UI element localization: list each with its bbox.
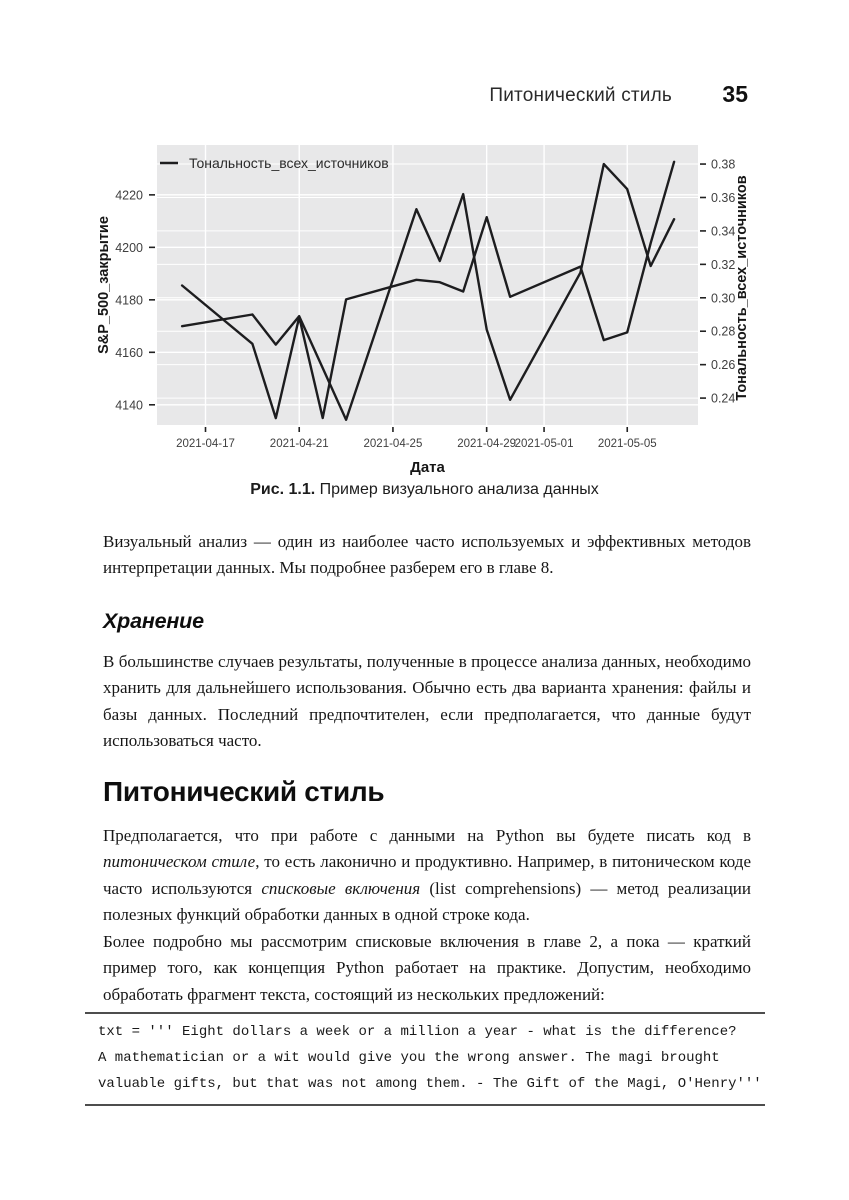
right-axis-label: Тональность_всех_источников bbox=[734, 175, 750, 401]
left-tick-label: 4180 bbox=[115, 293, 143, 308]
italic-text-run: питоническом стиле bbox=[103, 852, 256, 872]
paragraph-storage bbox=[103, 649, 751, 755]
right-tick-label: 0.30 bbox=[711, 291, 736, 306]
left-axis-label: S&P_500_закрытие bbox=[96, 216, 112, 354]
text-run: , то есть лаконично и продуктивно. Например, в питоническом коде часто используются bbox=[103, 852, 751, 898]
section-heading-storage: Хранение bbox=[103, 609, 204, 633]
figure-caption-text: Пример визуального анализа данных bbox=[319, 481, 599, 498]
section-heading-pythonic-style: Питонический стиль bbox=[103, 776, 385, 807]
page-number: 35 bbox=[722, 81, 748, 107]
running-header-title: Питонический стиль bbox=[489, 85, 672, 106]
x-tick-label: 2021-04-29 bbox=[457, 438, 517, 450]
text-run: Предполагается, что при работе с данными на Python вы будете писать код в bbox=[103, 826, 751, 845]
italic-text-run: списковые включения bbox=[261, 878, 421, 898]
right-tick-label: 0.34 bbox=[711, 224, 736, 239]
x-tick-label: 2021-04-21 bbox=[269, 438, 329, 450]
left-tick-label: 4140 bbox=[115, 398, 143, 413]
plot-background bbox=[157, 145, 698, 425]
left-tick-label: 4200 bbox=[115, 240, 143, 255]
right-tick-label: 0.32 bbox=[711, 257, 736, 272]
x-tick-label: 2021-04-17 bbox=[176, 438, 235, 450]
text-run: В большинстве случаев результаты, полученные в процессе анализа данных, необходимо хранить для дальнейшего использования. Обычно есть два варианта хранения: файлы и базы данных. Последний предпочтителен, если предполагается, что данные будут использоваться часто. bbox=[103, 652, 751, 751]
right-tick-label: 0.28 bbox=[711, 324, 736, 339]
figure-caption bbox=[103, 481, 746, 499]
paragraph-pythonic-style bbox=[103, 823, 751, 929]
paragraph-list-comprehensions bbox=[103, 929, 751, 1008]
right-tick-label: 0.38 bbox=[711, 157, 736, 172]
left-tick-label: 4160 bbox=[115, 345, 143, 360]
paragraph-visual-analysis bbox=[103, 529, 751, 582]
text-run: Визуальный анализ — один из наиболее часто используемых и эффективных методов интерпретации данных. Мы подробнее разберем его в главе 8. bbox=[103, 532, 751, 578]
code-line: valuable gifts, but that was not among them. - The Gift of the Magi, O'Henry''' bbox=[98, 1076, 762, 1092]
code-line: A mathematician or a wit would give you the wrong answer. The magi brought bbox=[98, 1050, 720, 1066]
text-run: Более подробно мы рассмотрим списковые включения в главе 2, а пока — краткий пример того, как концепция Python работает на практике. Допустим, необходимо обработать фрагмент текста, состоящий из нескольких предложений: bbox=[103, 932, 751, 1004]
figure-caption-label: Рис. 1.1. bbox=[250, 481, 316, 498]
x-tick-label: 2021-05-05 bbox=[597, 438, 657, 450]
x-tick-label: 2021-05-01 bbox=[514, 438, 574, 450]
right-tick-label: 0.24 bbox=[711, 391, 736, 406]
right-tick-label: 0.26 bbox=[711, 358, 736, 373]
left-tick-label: 4220 bbox=[115, 188, 143, 203]
code-block bbox=[85, 1012, 765, 1106]
dual-axis-line-chart bbox=[85, 140, 765, 485]
x-tick-label: 2021-04-25 bbox=[363, 438, 423, 450]
code-line: txt = ''' Eight dollars a week or a million a year - what is the difference? bbox=[98, 1024, 737, 1040]
right-tick-label: 0.36 bbox=[711, 190, 736, 205]
legend-label: Тональность_всех_источников bbox=[189, 155, 389, 171]
text-run: (list comprehensions) — метод реализации полезных функций обработки данных в одной строке кода. bbox=[103, 878, 752, 925]
x-axis-label: Дата bbox=[410, 459, 445, 476]
